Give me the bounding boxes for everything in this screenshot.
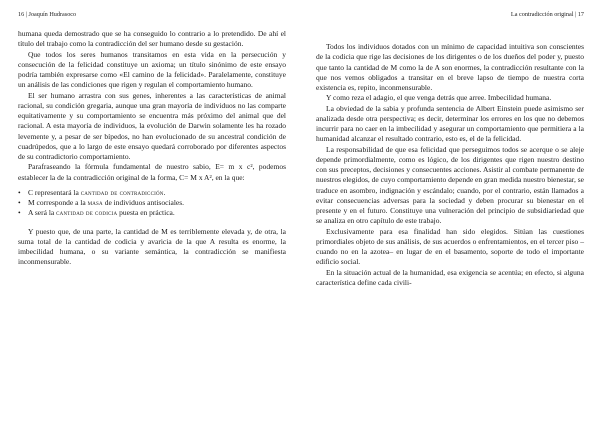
bullet-icon: •	[18, 208, 21, 218]
paragraph: Exclusivamente para esa finalidad han sido elegidos. Sitúan las cuestiones primordiales objeto de sus análisis, de sus acuerdos o enfrentamientos, en el tercer piso –cuando no en la azotea– en lugar de en el basamento, soporte de todo el importante edificio social.	[316, 226, 584, 267]
paragraph: Que todos los seres humanos transitamos en esta vida en la persecución y consecución de la felicidad constituye un axioma; un título sinónimo de este ensayo podría también expresarse como «El camino de la felicidad». Paralelamente, constituye un análisis de las condiciones que rigen y regulan el comportamiento humano.	[18, 49, 286, 90]
paragraph: humana queda demostrado que se ha conseguido lo contrario a lo pretendido. De ahí el título del trabajo como la contradicción del ser humano desde su gestación.	[18, 29, 286, 49]
list-item: • C representará la cantidad de contradicción.	[18, 187, 166, 197]
left-running-head	[18, 11, 286, 19]
paragraph: Parafraseando la fórmula fundamental de nuestro sabio, E= m x c², podemos establecer la de la contradicción original de la forma, C= M x A², en la que:	[18, 162, 286, 182]
bullet-icon: •	[18, 198, 21, 207]
running-head-separator-left: |	[25, 11, 27, 18]
left-page	[18, 0, 286, 425]
page-number-left: 16	[18, 11, 25, 18]
paragraph: Todos los individuos dotados con un mínimo de capacidad intuitiva son conscientes de la codicia que rige las decisiones de los dirigentes o de los dueños del poder y, puesto que tanto la cantidad de M como la de A son enormes, la contradicción resultante con la que nos vemos obligados a transitar en el breve lapso de tiempo de nuestra corta existencia es, repito, inconmensurable.	[316, 42, 584, 92]
left-body-text	[18, 29, 286, 268]
running-head-separator-right: |	[575, 11, 577, 18]
paragraph: La responsabilidad de que esa felicidad que perseguimos todos se acerque o se aleje depende primordialmente, como es lógico, de los dirigentes que rigen nuestro destino con sus preceptos, decisiones y consecuentes acciones. Asistir al combate permanente de nuestros elegidos, de cuyo comportamiento depende en gran medida nuestro bienestar, se traduce en asombro, indignación y escándalo; cuando, por el contrario, están llamados a evitar consecuencias adversas para la sociedad y deben procurar su bienestar en el presente y en el futuro. Constituye una vulneración del principio de subsidiariedad que se analiza en otro capítulo de este trabajo.	[316, 144, 584, 226]
paragraph: La obviedad de la sabia y profunda sentencia de Albert Einstein puede asimismo ser analizada desde otra perspectiva; es decir, determinar los errores en los que no debemos incurrir para no caer en la imbecilidad y asegurar un comportamiento que permitiera a la humanidad alcanzar el resultado contrario, esto es, el de la felicidad.	[316, 103, 584, 144]
right-page	[316, 0, 584, 425]
paragraph: Y como reza el adagio, el que venga detrás que arree. Imbecilidad humana.	[326, 93, 552, 103]
formula-legend-list	[18, 188, 286, 219]
list-item: • M corresponde a la masa de individuos antisociales.	[18, 198, 185, 207]
bullet-icon: •	[18, 187, 21, 197]
running-head-author: Joaquín Hudrasoco	[28, 11, 77, 18]
page-number-right: 17	[577, 11, 584, 18]
right-running-head	[316, 11, 584, 19]
running-head-title: La contradicción original	[510, 11, 574, 18]
paragraph: En la situación actual de la humanidad, esa exigencia se acentúa; en efecto, si alguna característica define cada civili-	[316, 267, 584, 287]
right-body-text	[316, 42, 584, 288]
paragraph: Y puesto que, de una parte, la cantidad de M es terriblemente elevada y, de otra, la suma total de la cantidad de codicia y avaricia de la que A resulta es enorme, la imbecilidad humana, o su variante semántica, la contradicción se manifiesta inconmensurable.	[18, 226, 286, 267]
paragraph: El ser humano arrastra con sus genes, inherentes a las características de animal racional, su condición gregaria, aunque una gran mayoría de individuos no las comparte equitativamente y su comportamiento se encuentra más próximo del animal que del racional. A esta mayoría de individuos, la evolución de Darwin solamente les ha rozado levemente y, a pesar de ser bípedos, no han evolucionado de su ancestral condición de cuadrúpedos, que a lo largo de este ensayo quedará corroborado por diferentes aspectos de su contradictorio comportamiento.	[18, 90, 286, 161]
list-item: • A será la cantidad de codicia puesta en práctica.	[18, 208, 175, 218]
